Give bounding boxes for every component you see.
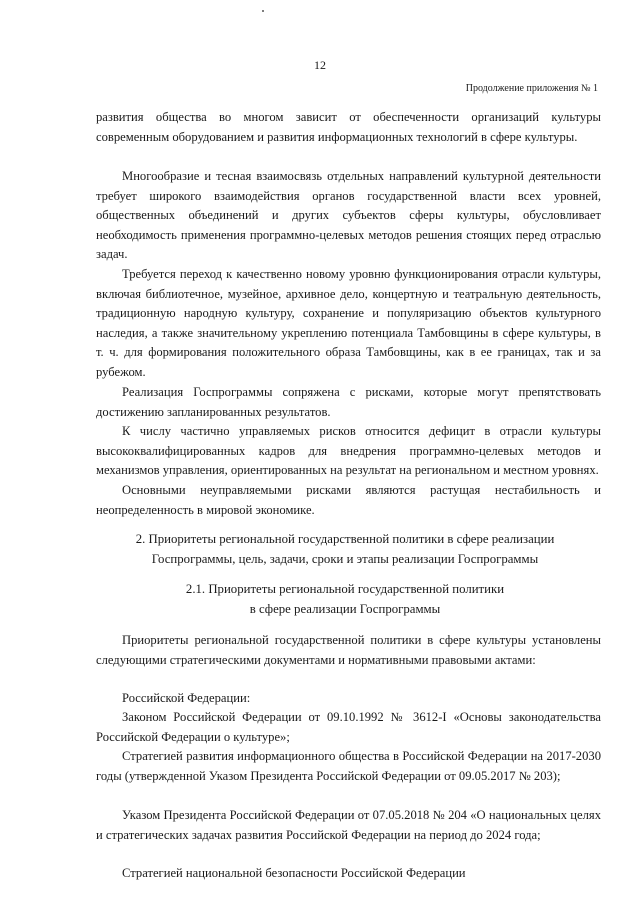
section-2-heading-line-2: Госпрограммы, цель, задачи, сроки и этапы реализации Госпрограммы [151, 551, 539, 566]
paragraph-4: Реализация Госпрограммы сопряжена с рисками, которые могут препятствовать достижению запланированных результатов. [96, 385, 601, 419]
paragraph-1: развития общества во многом зависит от обеспеченности организаций культуры современным оборудованием и развития информационных технологий в сфере культуры. [96, 110, 601, 144]
section-2-1-heading-line-2: в сфере реализации Госпрограммы [249, 601, 441, 616]
scan-speck [262, 10, 264, 12]
paragraph-6: Основными неуправляемыми рисками являются растущая нестабильность и неопределенность в мировой экономике. [96, 483, 601, 517]
paragraph-7: Приоритеты региональной государственной политики в сфере культуры установлены следующими стратегическими документами и нормативными правовыми актами: [96, 633, 601, 667]
section-2-1-heading-line-1: 2.1. Приоритеты региональной государственной политики [185, 582, 505, 596]
paragraph-3: Требуется переход к качественно новому уровню функционирования отрасли культуры, включая библиотечное, музейное, архивное дело, концертную и театральную деятельность, традиционную народную культуру, сохранение и популяризацию объектов культурного наследия, а также значительному укреплению потенциала Тамбовщины в сфере культуры, в т. ч. для формирования положительного образа Тамбовщины, как в ее границах, так и за рубежом. [96, 267, 601, 379]
paragraph-10: Стратегией развития информационного общества в Российской Федерации на 2017-2030 годы (утвержденной Указом Президента Российской Федерации от 09.05.2017 № 203); [96, 749, 601, 783]
section-2-heading [80, 530, 610, 569]
paragraph-5: К числу частично управляемых рисков относится дефицит в отрасли культуры высококвалифицированных кадров для внедрения программно-целевых методов и механизмов управления, ориентированных на результат на региональном и местном уровнях. [96, 424, 601, 478]
paragraph-11: Указом Президента Российской Федерации от 07.05.2018 № 204 «О национальных целях и стратегических задачах развития Российской Федерации на период до 2024 года; [96, 808, 601, 842]
paragraph-8: Российской Федерации: [122, 691, 251, 705]
paragraph-9: Законом Российской Федерации от 09.10.1992 № 3612-I «Основы законодательства Российской Федерации о культуре»; [96, 710, 601, 744]
section-2-1-heading [80, 580, 610, 619]
appendix-continuation-note: Продолжение приложения № 1 [465, 83, 598, 94]
paragraph-2: Многообразие и тесная взаимосвязь отдельных направлений культурной деятельности требует широкого взаимодействия органов государственной власти всех уровней, общественных объединений и других субъектов сферы культуры, обусловливает необходимость применения программно-целевых методов решения стоящих перед отраслью задач. [96, 169, 601, 262]
page-number: 12 [314, 58, 326, 72]
section-2-heading-line-1: 2. Приоритеты региональной государственной политики в сфере реализации [135, 532, 555, 546]
paragraph-12: Стратегией национальной безопасности Российской Федерации [122, 866, 466, 880]
